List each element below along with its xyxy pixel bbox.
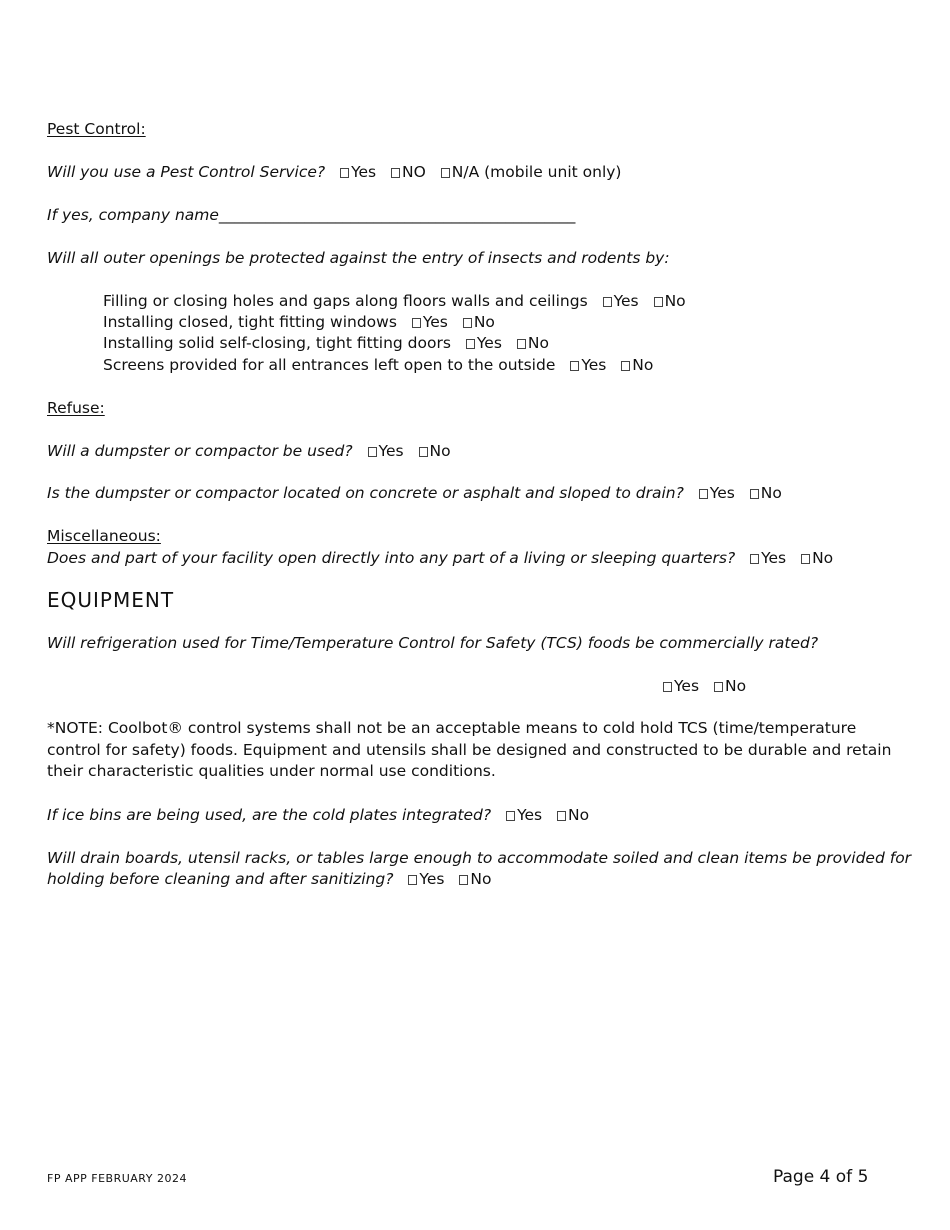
yes-option[interactable]: Yes (412, 313, 448, 331)
dumpster-question: Will a dumpster or compactor be used? Yes No (47, 442, 451, 460)
yes-option[interactable]: Yes (340, 163, 376, 181)
checkbox-icon[interactable] (750, 489, 759, 499)
drain-boards-question-line1: Will drain boards, utensil racks, or tables large enough to accommodate soiled and clean items be provided for (47, 849, 912, 867)
refrigeration-question: Will refrigeration used for Time/Temperature Control for Safety (TCS) foods be commercially rated? (47, 634, 819, 652)
yes-option[interactable]: Yes (368, 442, 404, 460)
opening-item: Screens provided for all entrances left open to the outside Yes No (103, 356, 654, 374)
na-option[interactable]: N/A (mobile unit only) (441, 163, 622, 181)
checkbox-icon[interactable] (412, 318, 421, 328)
dumpster-location-question: Is the dumpster or compactor located on concrete or asphalt and sloped to drain? Yes No (47, 484, 782, 502)
checkbox-icon[interactable] (699, 489, 708, 499)
checkbox-icon[interactable] (463, 318, 472, 328)
yes-option[interactable]: Yes (408, 870, 444, 888)
opening-item: Installing solid self-closing, tight fitting doors Yes No (103, 334, 549, 352)
checkbox-icon[interactable] (714, 682, 723, 692)
opening-item: Installing closed, tight fitting windows Yes No (103, 313, 495, 331)
yes-option[interactable]: Yes (570, 356, 606, 374)
footer-form-id: FP APP FEBRUARY 2024 (47, 1172, 187, 1185)
no-option[interactable]: No (750, 484, 782, 502)
pest-control-heading: Pest Control: (47, 120, 146, 138)
no-option[interactable]: No (714, 677, 746, 695)
coolbot-note: *NOTE: Coolbot® control systems shall not be an acceptable means to cold hold TCS (time/temperature control for safety) foods. Equipment and utensils shall be designed and constructed to be durable and retain their characteristic qualities under normal use conditions. (47, 719, 892, 780)
checkbox-icon[interactable] (517, 339, 526, 349)
checkbox-icon[interactable] (419, 447, 428, 457)
checkbox-icon[interactable] (459, 875, 468, 885)
equipment-heading: EQUIPMENT (47, 588, 175, 612)
yes-option[interactable]: Yes (506, 806, 542, 824)
checkbox-icon[interactable] (557, 811, 566, 821)
opening-item: Filling or closing holes and gaps along floors walls and ceilings Yes No (103, 292, 686, 310)
checkbox-icon[interactable] (663, 682, 672, 692)
page-number: Page 4 of 5 (773, 1167, 869, 1187)
checkbox-icon[interactable] (750, 554, 759, 564)
no-option[interactable]: No (419, 442, 451, 460)
drain-boards-question-line2: holding before cleaning and after sanitizing? Yes No (47, 870, 492, 888)
pest-service-question (47, 162, 621, 182)
living-quarters-question: Does and part of your facility open directly into any part of a living or sleeping quarters? Yes No (47, 549, 834, 567)
yes-option[interactable]: Yes (699, 484, 735, 502)
no-option[interactable]: No (621, 356, 653, 374)
checkbox-icon[interactable] (621, 361, 630, 371)
yes-option[interactable]: Yes (466, 334, 502, 352)
yes-option[interactable]: Yes (663, 677, 699, 695)
checkbox-icon[interactable] (570, 361, 579, 371)
checkbox-icon[interactable] (466, 339, 475, 349)
checkbox-icon[interactable] (391, 168, 400, 178)
no-option[interactable]: No (463, 313, 495, 331)
checkbox-icon[interactable] (603, 297, 612, 307)
checkbox-icon[interactable] (654, 297, 663, 307)
checkbox-icon[interactable] (340, 168, 349, 178)
no-option[interactable]: No (459, 870, 491, 888)
refrigeration-options (663, 676, 746, 696)
no-option[interactable]: No (654, 292, 686, 310)
checkbox-icon[interactable] (506, 811, 515, 821)
miscellaneous-heading: Miscellaneous: (47, 527, 161, 545)
checkbox-icon[interactable] (408, 875, 417, 885)
no-option[interactable]: No (801, 549, 833, 567)
checkbox-icon[interactable] (801, 554, 810, 564)
ice-bins-question: If ice bins are being used, are the cold plates integrated? Yes No (47, 806, 590, 824)
no-option[interactable]: No (557, 806, 589, 824)
yes-option[interactable]: Yes (750, 549, 786, 567)
refuse-heading: Refuse: (47, 399, 105, 417)
company-name-field[interactable]: If yes, company name______________________________________________ (47, 206, 576, 224)
openings-question: Will all outer openings be protected against the entry of insects and rodents by: (47, 249, 670, 267)
no-option[interactable]: No (517, 334, 549, 352)
no-option[interactable]: NO (391, 163, 426, 181)
question-text: Will you use a Pest Control Service? (47, 163, 326, 181)
checkbox-icon[interactable] (368, 447, 377, 457)
checkbox-icon[interactable] (441, 168, 450, 178)
yes-option[interactable]: Yes (603, 292, 639, 310)
